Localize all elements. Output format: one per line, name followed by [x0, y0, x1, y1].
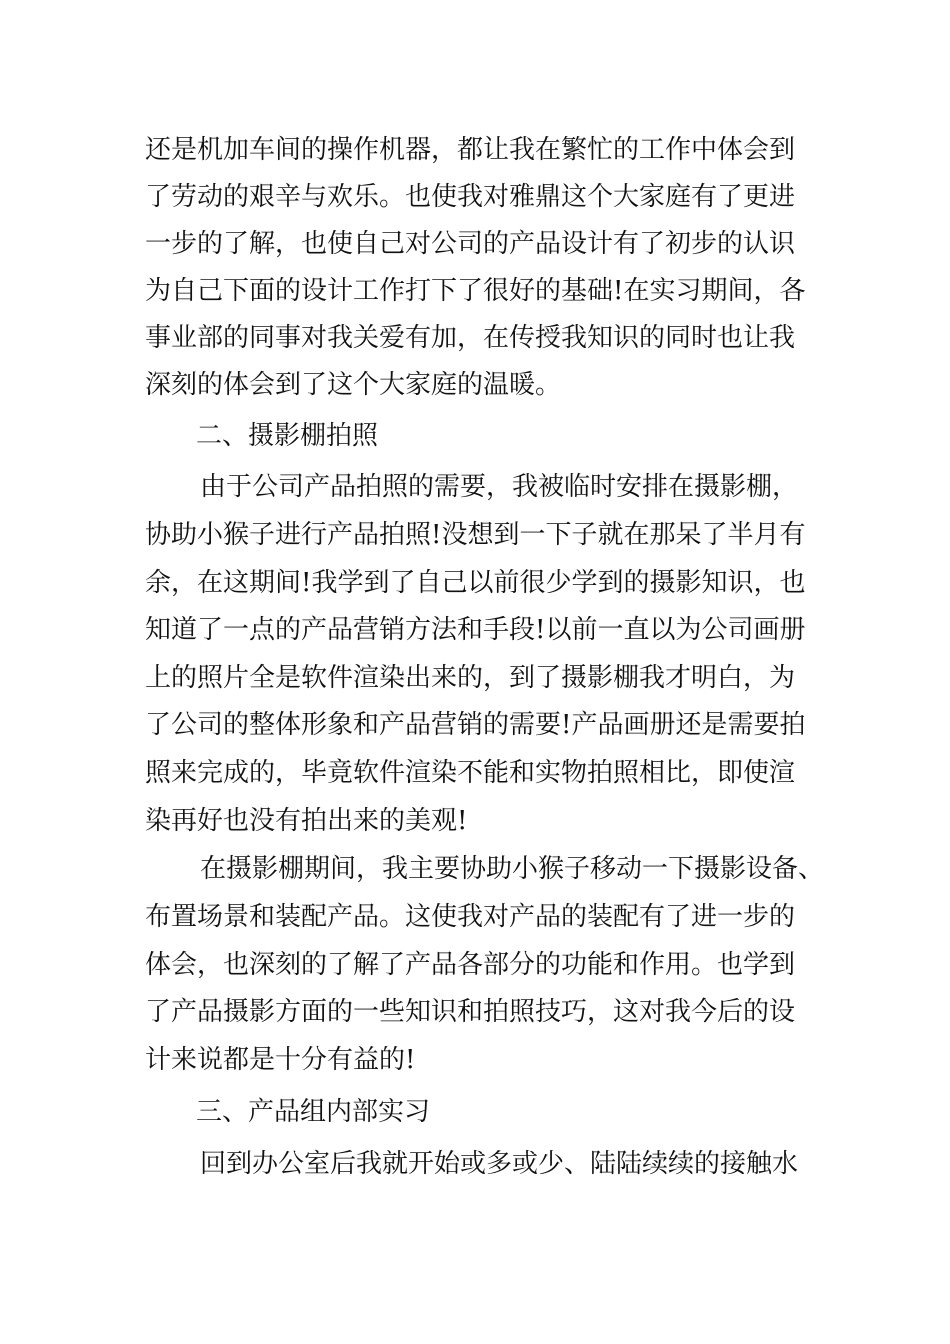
- text-line: 照来完成的，毕竟软件渲染不能和实物拍照相比，即使渲: [145, 758, 796, 788]
- text-line: 计来说都是十分有益的!: [145, 1045, 416, 1075]
- text-line: 布置场景和装配产品。这使我对产品的装配有了进一步的: [145, 902, 796, 932]
- text-line: 了公司的整体形象和产品营销的需要!产品画册还是需要拍: [145, 710, 806, 740]
- text-line: 染再好也没有拍出来的美观!: [145, 806, 468, 836]
- text-line: 为自己下面的设计工作打下了很好的基础!在实习期间，各: [145, 276, 806, 306]
- text-line: 余，在这期间!我学到了自己以前很少学到的摄影知识，也: [145, 568, 806, 598]
- text-line: 知道了一点的产品营销方法和手段!以前一直以为公司画册: [145, 615, 806, 645]
- text-line: 还是机加车间的操作机器，都让我在繁忙的工作中体会到: [145, 135, 796, 165]
- text-line: 一步的了解，也使自己对公司的产品设计有了初步的认识: [145, 229, 796, 259]
- text-line: 了劳动的艰辛与欢乐。也使我对雅鼎这个大家庭有了更进: [145, 182, 796, 212]
- text-line: 事业部的同事对我关爱有加，在传授我知识的同时也让我: [145, 323, 796, 353]
- text-line: 在摄影棚期间，我主要协助小猴子移动一下摄影设备、: [200, 854, 825, 884]
- text-line: 体会，也深刻的了解了产品各部分的功能和作用。也学到: [145, 950, 796, 980]
- text-line: 回到办公室后我就开始或多或少、陆陆续续的接触水: [200, 1149, 799, 1179]
- text-line: 由于公司产品拍照的需要，我被临时安排在摄影棚，: [200, 472, 799, 502]
- text-line: 协助小猴子进行产品拍照!没想到一下子就在那呆了半月有: [145, 520, 806, 550]
- section-heading: 二、摄影棚拍照: [196, 421, 379, 451]
- text-line: 深刻的体会到了这个大家庭的温暖。: [145, 370, 562, 400]
- text-line: 上的照片全是软件渲染出来的，到了摄影棚我才明白，为: [145, 663, 796, 693]
- section-heading: 三、产品组内部实习: [196, 1097, 431, 1127]
- text-line: 了产品摄影方面的一些知识和拍照技巧，这对我今后的设: [145, 997, 796, 1027]
